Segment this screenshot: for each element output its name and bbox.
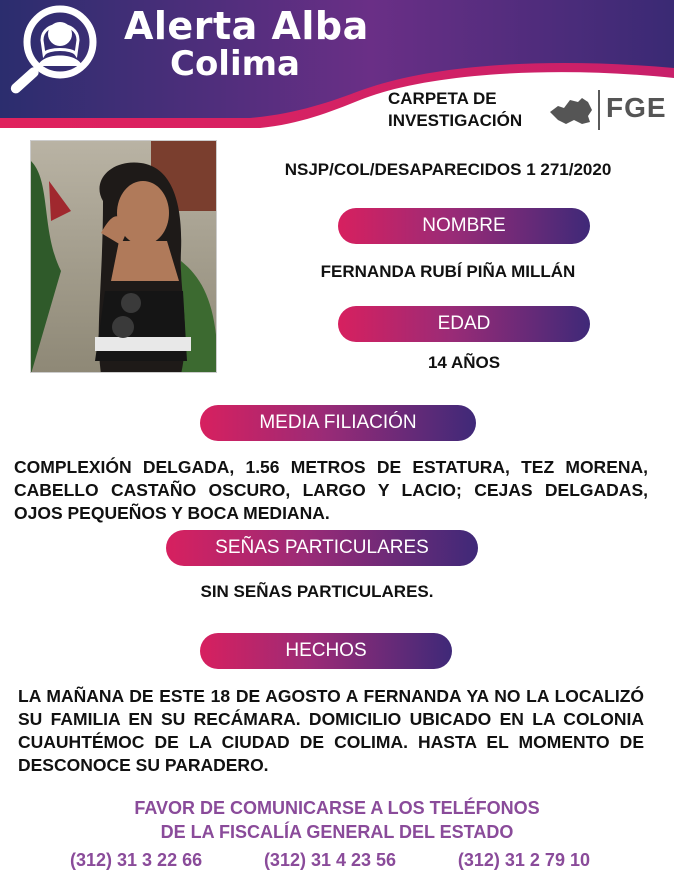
case-number: NSJP/COL/DESAPARECIDOS 1 271/2020 [284,160,612,179]
carpeta-label [388,88,522,132]
senas-label-pill: SEÑAS PARTICULARES [166,530,478,566]
hechos-label-pill: HECHOS [200,633,452,669]
senas-value: SIN SEÑAS PARTICULARES. [200,582,434,601]
phone-number: (312) 31 4 23 56 [263,850,397,870]
contact-line-2: DE LA FISCALÍA GENERAL DEL ESTADO [160,822,514,842]
fge-logo: FGE [606,92,667,123]
phone-number: (312) 31 2 79 10 [457,850,590,870]
nombre-value: FERNANDA RUBÍ PIÑA MILLÁN [320,262,576,281]
hechos-value: LA MAÑANA DE ESTE 18 DE AGOSTO A FERNANDA YA NO LA LOCALIZÓ SU FAMILIA EN SU RECÁMARA. DOMICILIO UBICADO EN LA COLONIA CUAUHTÉMOC DE LA CIUDAD DE COLIMA. HASTA EL MOMENTO DE DESCONOCE SU PARADERO. [18,686,644,775]
carpeta-line-1: CARPETA DE [388,89,497,108]
photo-image [31,141,217,373]
logo-divider [598,90,600,130]
carpeta-line-2: INVESTIGACIÓN [388,111,523,130]
nombre-label-pill: NOMBRE [338,208,590,244]
brand-subtitle: Colima [170,44,300,84]
missing-person-photo [30,140,217,373]
phone-number: (312) 31 3 22 66 [70,850,203,870]
edad-value: 14 AÑOS [427,353,501,372]
brand-title: Alerta Alba [124,4,369,48]
filiacion-value: COMPLEXIÓN DELGADA, 1.56 METROS DE ESTATURA, TEZ MORENA, CABELLO CASTAÑO OSCURO, LARGO Y LACIO; CEJAS DELGADAS, OJOS PEQUEÑOS Y BOCA MEDIANA. [14,457,648,523]
edad-label-pill: EDAD [338,306,590,342]
contact-line-1: FAVOR DE COMUNICARSE A LOS TELÉFONOS [134,798,540,818]
filiacion-label-pill: MEDIA FILIACIÓN [200,405,476,441]
colima-state-map-icon [548,94,594,128]
phone-list [70,850,590,871]
alert-alba-magnifier-icon [6,4,106,104]
